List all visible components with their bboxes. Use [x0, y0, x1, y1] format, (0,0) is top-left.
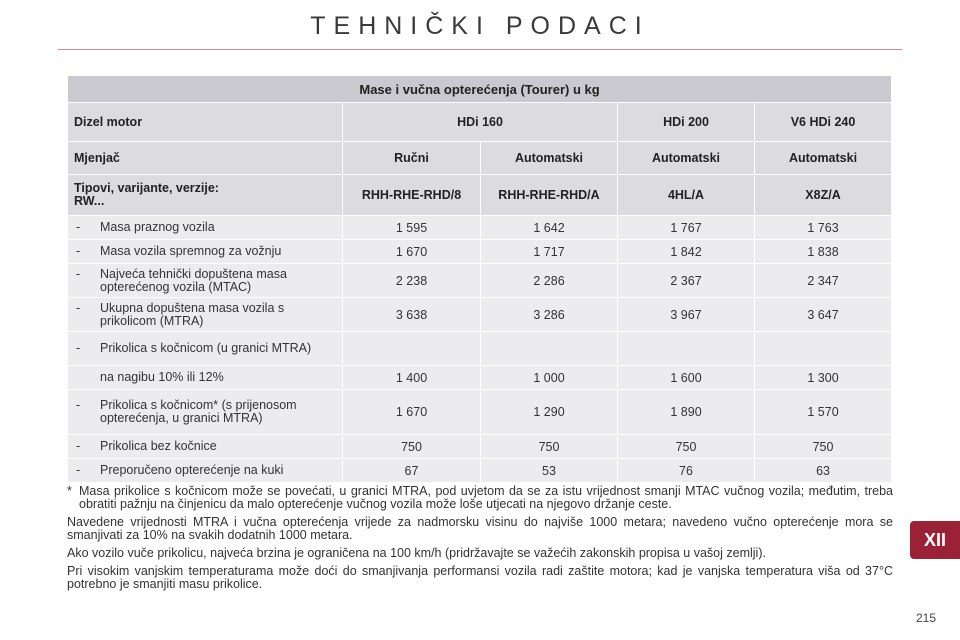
type-cell: 4HL/A [618, 175, 755, 216]
table-row [68, 216, 892, 240]
engine-v6hdi240: V6 HDi 240 [755, 103, 892, 142]
value-cell: 63 [755, 459, 892, 483]
value-cell: 2 367 [618, 264, 755, 298]
row-label [68, 298, 343, 332]
value-cell: 2 286 [481, 264, 618, 298]
row-label [68, 240, 343, 264]
value-cell: 1 642 [481, 216, 618, 240]
engine-label: Dizel motor [68, 103, 343, 142]
value-cell: 750 [755, 435, 892, 459]
table-row [68, 459, 892, 483]
row-label-text: Prikolica s kočnicom (u granici MTRA) [100, 341, 312, 355]
types-label [68, 175, 343, 216]
gearbox-row [68, 142, 892, 175]
gearbox-cell: Ručni [343, 142, 481, 175]
title-divider [58, 49, 902, 50]
row-dash: - [76, 300, 81, 315]
row-dash: - [76, 439, 81, 453]
value-cell: 1 767 [618, 216, 755, 240]
table-caption-row [68, 76, 892, 103]
value-cell: 76 [618, 459, 755, 483]
footnote-marker: * [67, 484, 72, 498]
row-label-text: Prikolica bez kočnice [100, 439, 217, 453]
value-cell: 1 570 [755, 390, 892, 435]
table-caption: Mase i vučna opterećenja (Tourer) u kg [68, 76, 892, 103]
type-cell: RHH-RHE-RHD/A [481, 175, 618, 216]
row-label [68, 366, 343, 390]
row-dash: - [76, 220, 81, 234]
row-dash: - [76, 398, 81, 412]
footnote-star [67, 485, 893, 511]
row-label-text: Ukupna dopuštena masa vozila s prikolicom (MTRA) [100, 300, 285, 328]
value-cell: 1 670 [343, 240, 481, 264]
table-row [68, 435, 892, 459]
engine-row [68, 103, 892, 142]
table-row [68, 240, 892, 264]
row-dash [76, 371, 100, 384]
section-tab[interactable]: XII [910, 521, 960, 559]
row-dash: - [76, 341, 81, 355]
row-label-text: Masa praznog vozila [100, 220, 215, 234]
table-row [68, 390, 892, 435]
value-cell: 1 890 [618, 390, 755, 435]
value-cell: 3 286 [481, 298, 618, 332]
note-altitude: Navedene vrijednosti MTRA i vučna opterećenja vrijede za nadmorsku visinu do najviše 1000 metara; navedeno vučno opterećenje mora se smanjivati za 10% na svakih dodatnih 1000 metara. [67, 515, 893, 542]
row-label [68, 216, 343, 240]
value-cell: 1 600 [618, 366, 755, 390]
row-label [68, 264, 343, 298]
table-row [68, 298, 892, 332]
page-number: 215 [916, 611, 937, 625]
value-cell: 1 717 [481, 240, 618, 264]
types-row [68, 175, 892, 216]
weights-table [67, 75, 892, 483]
value-cell: 1 000 [481, 366, 618, 390]
value-cell [618, 332, 755, 366]
row-label [68, 435, 343, 459]
type-cell: RHH-RHE-RHD/8 [343, 175, 481, 216]
value-cell: 1 670 [343, 390, 481, 435]
value-cell: 1 595 [343, 216, 481, 240]
value-cell: 67 [343, 459, 481, 483]
type-cell: X8Z/A [755, 175, 892, 216]
row-dash: - [76, 244, 81, 258]
row-label-text: na nagibu 10% ili 12% [100, 370, 224, 384]
row-label-text: Prikolica s kočnicom* (s prijenosom opterećenja, u granici MTRA) [100, 398, 297, 425]
types-label-line2: RW... [74, 194, 105, 208]
value-cell [343, 332, 481, 366]
footnotes [67, 485, 893, 596]
table-row [68, 366, 892, 390]
engine-hdi160: HDi 160 [343, 103, 618, 142]
value-cell [481, 332, 618, 366]
row-dash: - [76, 463, 81, 477]
row-label-text: Masa vozila spremnog za vožnju [100, 244, 282, 258]
value-cell: 2 238 [343, 264, 481, 298]
value-cell [755, 332, 892, 366]
note-speed: Ako vozilo vuče prikolicu, najveća brzina je ograničena na 100 km/h (pridržavajte se važećih zakonskih propisa u vašoj zemlji). [67, 546, 766, 560]
row-label [68, 459, 343, 483]
value-cell: 1 400 [343, 366, 481, 390]
value-cell: 750 [343, 435, 481, 459]
row-label [68, 390, 343, 435]
value-cell: 750 [481, 435, 618, 459]
value-cell: 53 [481, 459, 618, 483]
value-cell: 3 638 [343, 298, 481, 332]
value-cell: 1 300 [755, 366, 892, 390]
gearbox-cell: Automatski [755, 142, 892, 175]
gearbox-cell: Automatski [618, 142, 755, 175]
value-cell: 2 347 [755, 264, 892, 298]
gearbox-label: Mjenjač [68, 142, 343, 175]
value-cell: 3 647 [755, 298, 892, 332]
value-cell: 3 967 [618, 298, 755, 332]
gearbox-cell: Automatski [481, 142, 618, 175]
value-cell: 1 763 [755, 216, 892, 240]
types-label-line1: Tipovi, varijante, verzije: [74, 181, 219, 195]
row-label-text: Preporučeno opterećenje na kuki [100, 463, 284, 477]
row-dash: - [76, 266, 81, 281]
table-row [68, 332, 892, 366]
row-label [68, 332, 343, 366]
row-label-text: Najveća tehnički dopuštena masa opterećenog vozila (MTAC) [100, 266, 287, 294]
value-cell: 1 838 [755, 240, 892, 264]
value-cell: 1 842 [618, 240, 755, 264]
note-temperature: Pri visokim vanjskim temperaturama može doći do smanjivanja performansi vozila radi zaštite motora; kad je vanjska temperatura viša od 37°C potrebno je smanjiti masu prikolice. [67, 564, 893, 591]
value-cell: 750 [618, 435, 755, 459]
engine-hdi200: HDi 200 [618, 103, 755, 142]
table-row [68, 264, 892, 298]
value-cell: 1 290 [481, 390, 618, 435]
footnote-text: Masa prikolice s kočnicom može se povećati, u granici MTRA, pod uvjetom da se za istu vrijednost smanji MTAC vučnog vozila; međutim, treba obratiti pažnju na činjenicu da malo opterećenje vučnog vozila može loše utjecati na njegovo držanje ceste. [79, 484, 893, 511]
page-title: TEHNIČKI PODACI [310, 12, 650, 40]
